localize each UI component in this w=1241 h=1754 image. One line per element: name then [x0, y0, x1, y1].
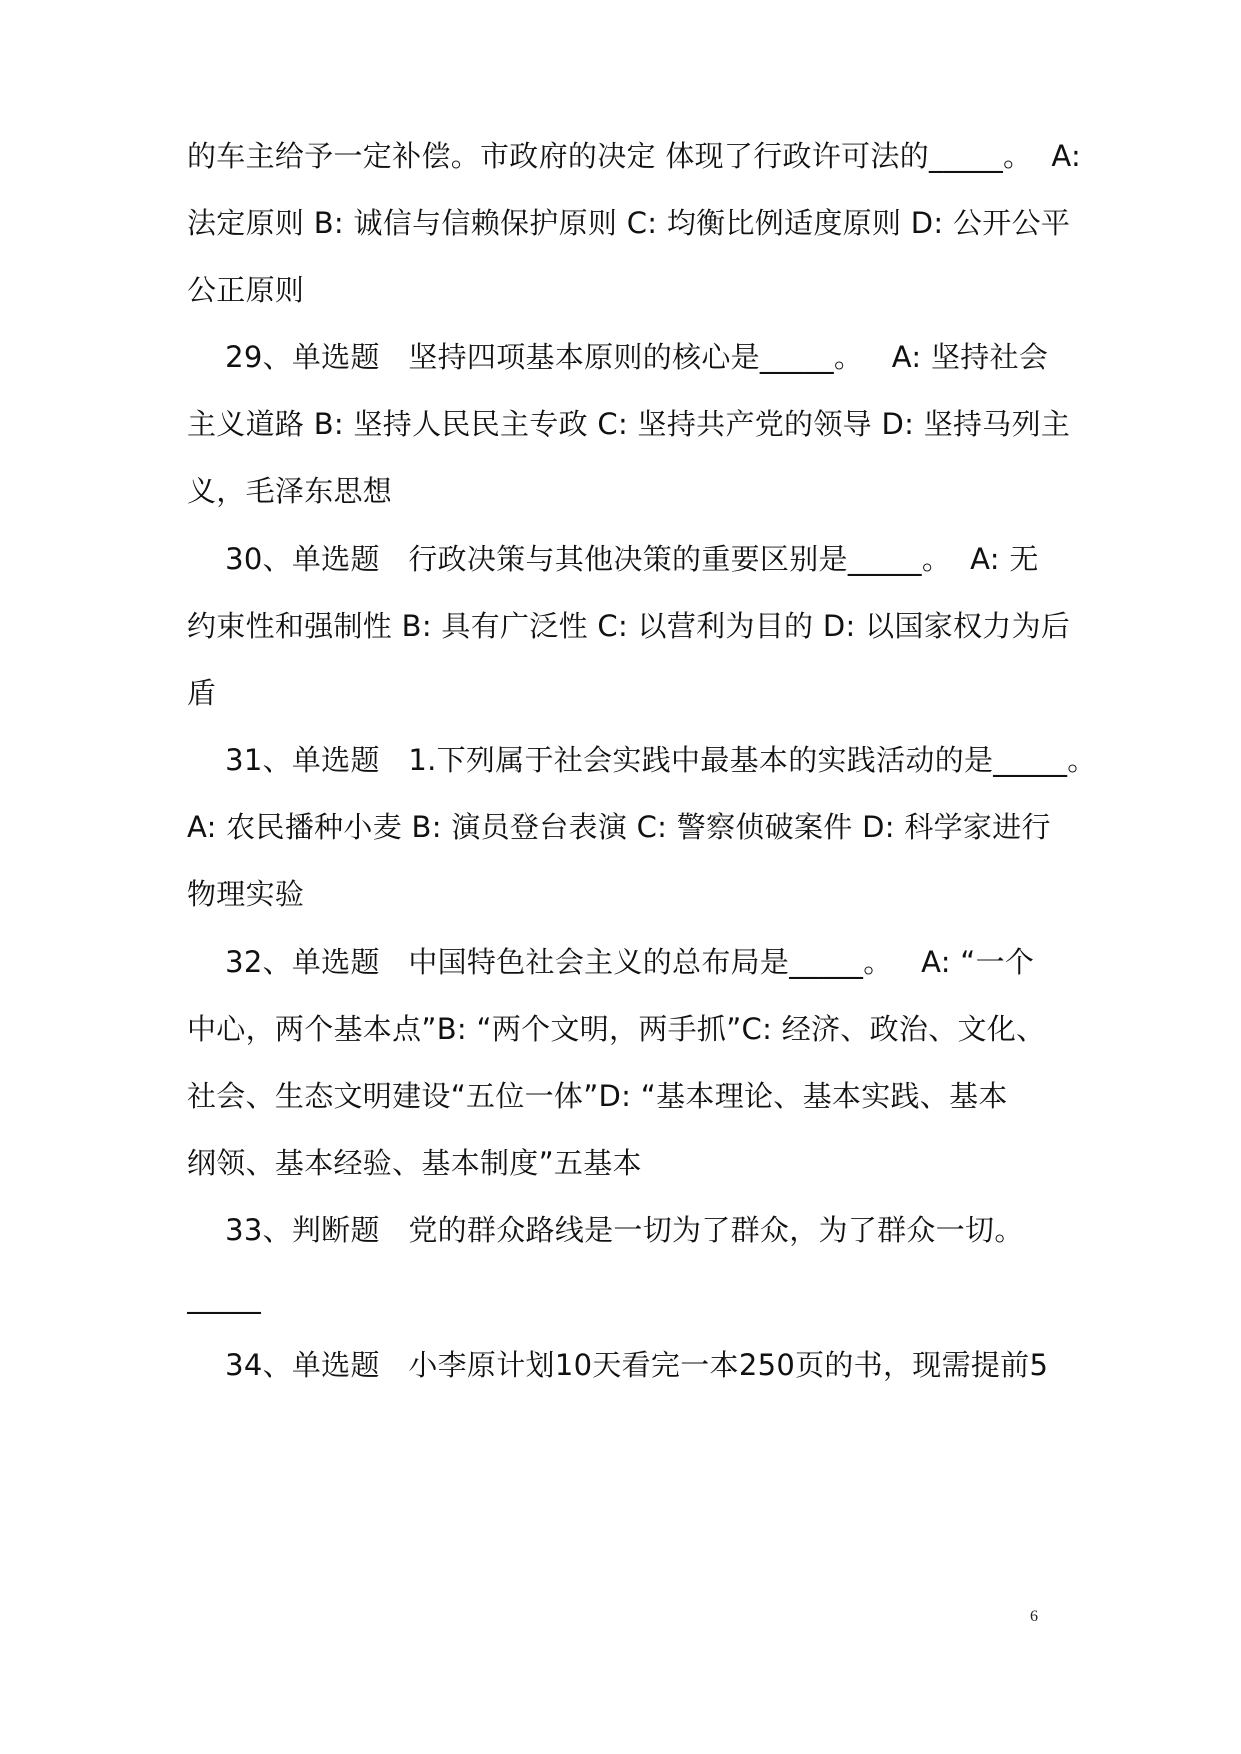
text-line: 中心，两个基本点”B: “两个文明，两手抓”C: 经济、政治、文化、 [187, 1012, 1046, 1046]
text-line: 社会、生态文明建设“五位一体”D: “基本理论、基本实践、基本 [187, 1079, 1008, 1113]
question-34-line: 34、单选题 小李原计划10天看完一本250页的书，现需提前5 [187, 1348, 1049, 1382]
text-line: 物理实验 [187, 877, 305, 911]
text-line: 盾 [187, 676, 217, 710]
text-line: 公正原则 [187, 273, 305, 307]
text-line: 约束性和强制性 B: 具有广泛性 C: 以营利为目的 D: 以国家权力为后 [187, 609, 1071, 643]
question-30-line: 30、单选题 行政决策与其他决策的重要区别是_____。 A: 无 [187, 542, 1039, 576]
text-line: A: 农民播种小麦 B: 演员登台表演 C: 警察侦破案件 D: 科学家进行 [187, 810, 1051, 844]
answer-blank: _____ [187, 1280, 261, 1314]
text-line: 义，毛泽东思想 [187, 474, 393, 508]
text-line: 纲领、基本经验、基本制度”五基本 [187, 1146, 642, 1180]
text-line: 的车主给予一定补偿。市政府的决定 体现了行政许可法的_____。 A: [187, 139, 1082, 173]
page-number: 6 [1030, 1608, 1038, 1625]
text-line: 主义道路 B: 坚持人民民主专政 C: 坚持共产党的领导 D: 坚持马列主 [187, 407, 1071, 441]
text-line: 法定原则 B: 诚信与信赖保护原则 C: 均衡比例适度原则 D: 公开公平 [187, 206, 1071, 240]
question-32-line: 32、单选题 中国特色社会主义的总布局是_____。 A: “一个 [187, 945, 1035, 979]
question-29-line: 29、单选题 坚持四项基本原则的核心是_____。 A: 坚持社会 [187, 340, 1049, 374]
question-31-line: 31、单选题 1.下列属于社会实践中最基本的实践活动的是_____。 [187, 743, 1097, 777]
question-33-line: 33、判断题 党的群众路线是一切为了群众，为了群众一切。 [187, 1213, 1024, 1247]
